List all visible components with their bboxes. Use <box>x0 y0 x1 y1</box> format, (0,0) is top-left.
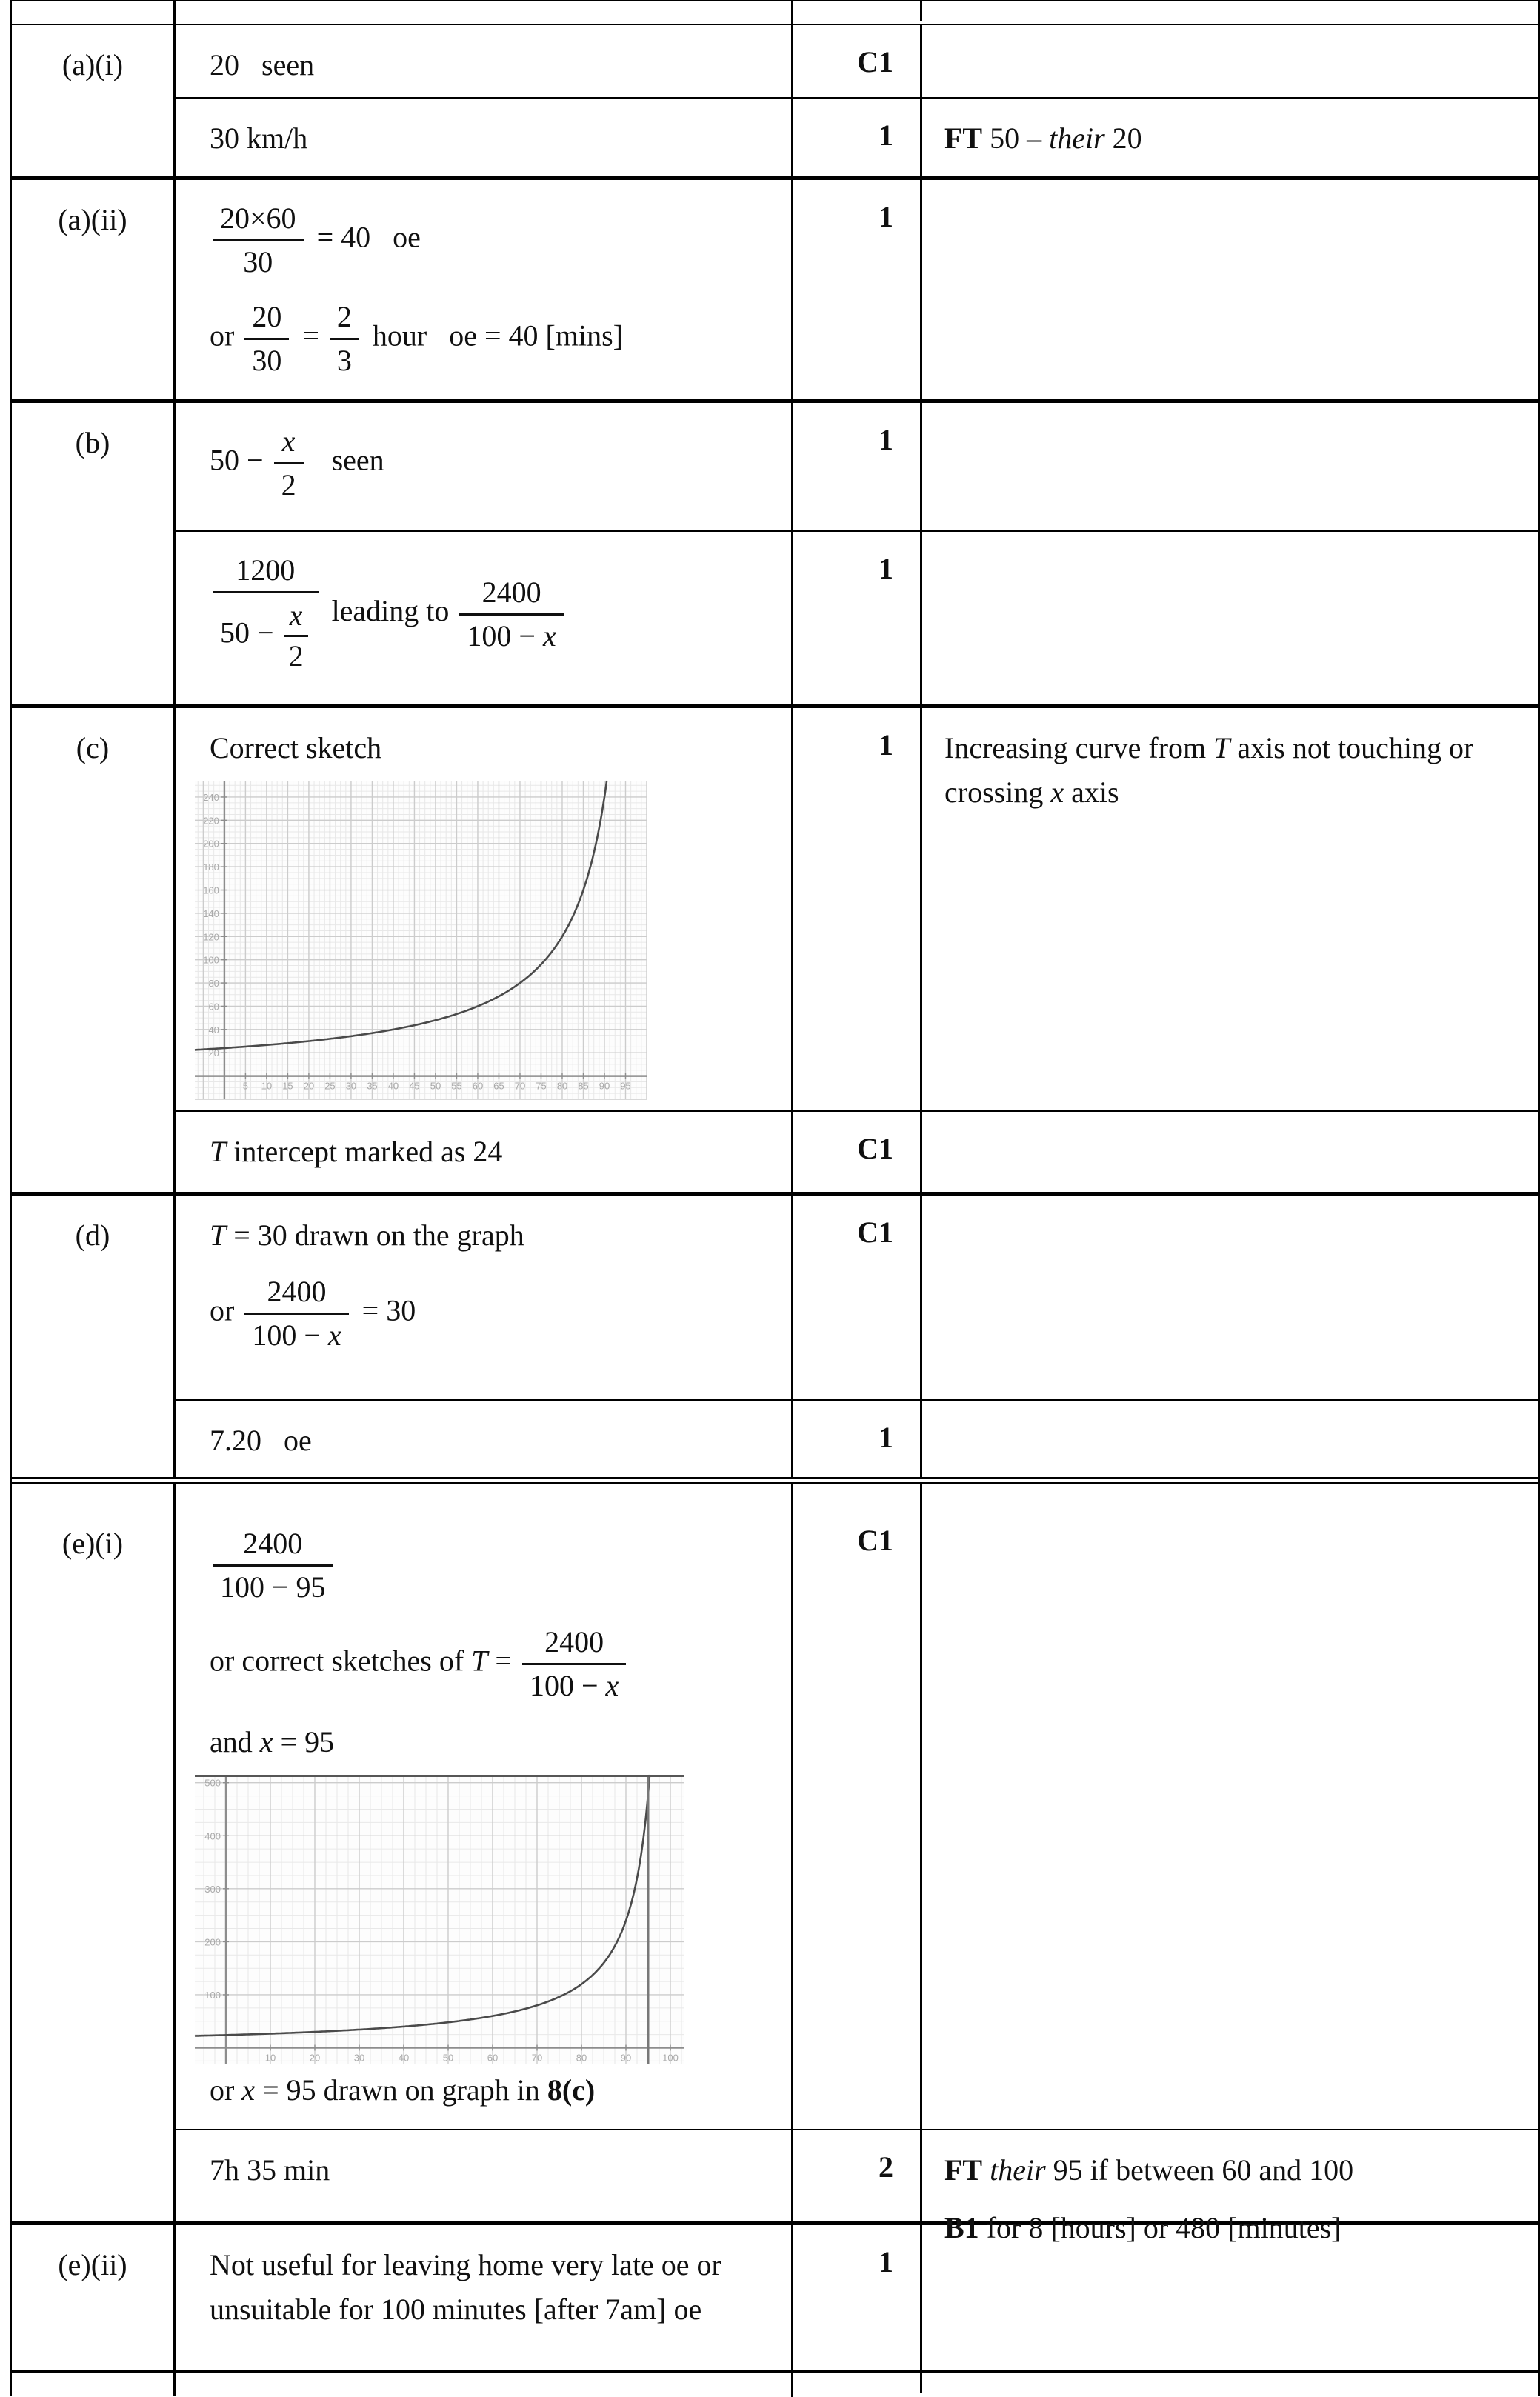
content-line <box>944 116 1520 161</box>
fraction-numerator <box>284 598 308 637</box>
answer-cell <box>176 180 793 399</box>
part-label: (c) <box>12 708 176 1192</box>
italic-text: x <box>327 1318 341 1352</box>
part-label: (a)(i) <box>12 25 176 176</box>
fraction-denominator <box>213 1567 333 1605</box>
axis-tick-label: 140 <box>203 907 219 919</box>
guidance-cell <box>922 403 1538 530</box>
answer-cell <box>176 403 793 530</box>
fraction-denominator <box>522 1665 626 1704</box>
content-line <box>210 1720 778 1764</box>
guidance-cell <box>922 1401 1538 1477</box>
row-d-1 <box>176 1196 1538 1399</box>
guidance-cell <box>922 1484 1538 2129</box>
guidance-cell <box>922 180 1538 399</box>
fraction-denominator <box>330 340 359 379</box>
text: 7h 35 min <box>210 2153 330 2187</box>
text: 100 − 95 <box>220 1570 326 1604</box>
bold-text: FT <box>944 2153 983 2187</box>
axis-tick-label: 50 <box>442 2052 454 2064</box>
italic-text: x <box>605 1669 619 1702</box>
text: axis <box>1064 776 1119 809</box>
text: 20 seen <box>210 48 315 81</box>
content-line <box>210 1621 778 1707</box>
italic-text: x <box>289 599 303 632</box>
axis-tick-label: 500 <box>204 1777 221 1789</box>
mark-scheme-table <box>10 0 1540 2396</box>
italic-text: x <box>241 2073 256 2107</box>
axis-tick-label: 220 <box>203 815 219 827</box>
guidance-cell <box>922 532 1538 704</box>
italic-text: T <box>1213 731 1230 764</box>
axis-tick-label: 100 <box>203 954 219 966</box>
row-a-ii <box>176 180 1538 399</box>
axis-tick-label: 20 <box>303 1080 315 1092</box>
marks-cell: 2 <box>793 2130 922 2221</box>
text: 7.20 oe <box>210 1424 312 1457</box>
italic-text: x <box>1050 776 1064 809</box>
fraction-denominator <box>244 340 289 379</box>
fraction-numerator <box>330 299 359 340</box>
axis-tick-label: 25 <box>324 1080 336 1092</box>
axis-tick-label: 15 <box>282 1080 293 1092</box>
text: 2 <box>336 300 352 333</box>
answer-cell <box>176 1401 793 1477</box>
fraction <box>284 598 308 674</box>
guidance-cell <box>922 2225 1538 2370</box>
axis-tick-label: 100 <box>204 1989 221 2001</box>
marks-cell: 1 <box>793 708 922 1110</box>
answer-text <box>210 1523 778 1764</box>
content-line <box>210 1213 778 1258</box>
italic-text: their <box>990 2153 1046 2187</box>
fraction-numerator <box>213 1526 333 1567</box>
part-label: (e)(i) <box>12 1484 176 2221</box>
content-line <box>210 726 778 770</box>
content-line <box>944 726 1520 815</box>
italic-text: x <box>259 1725 273 1758</box>
section-e-ii <box>12 2221 1538 2370</box>
axis-tick-label: 240 <box>203 791 219 803</box>
italic-text: T <box>210 1218 227 1252</box>
text: 1200 <box>236 553 296 587</box>
text: = 95 drawn on graph in <box>255 2073 547 2107</box>
section-c <box>12 704 1538 1192</box>
answer-cell-empty <box>176 1 793 25</box>
section-a-i <box>12 24 1538 176</box>
answer-cell <box>176 532 793 704</box>
answer-cell <box>176 1112 793 1192</box>
text: 50 − <box>220 616 281 650</box>
text: = 30 <box>354 1293 416 1327</box>
fraction <box>213 201 304 280</box>
axis-tick-label: 35 <box>367 1080 378 1092</box>
text: 2400 <box>267 1275 327 1308</box>
axis-tick-label: 60 <box>208 1001 219 1013</box>
answer-text <box>210 726 778 770</box>
guidance-cell <box>922 99 1538 176</box>
row-c-1 <box>176 708 1538 1110</box>
text: 2400 <box>243 1527 303 1560</box>
answer-cell <box>176 2130 793 2221</box>
axis-tick-label: 20 <box>208 1047 219 1059</box>
axis-tick-label: 120 <box>203 931 219 943</box>
fraction-numerator <box>213 553 319 593</box>
marks-cell: 1 <box>793 1401 922 1477</box>
axis-tick-label: 95 <box>620 1080 631 1092</box>
fraction <box>274 424 304 503</box>
section-d <box>12 1192 1538 1477</box>
axis-tick-label: 200 <box>203 838 219 850</box>
text: 100 − <box>529 1669 606 1702</box>
axis-tick-label: 70 <box>514 1080 526 1092</box>
italic-text: T <box>471 1644 488 1678</box>
text: and <box>210 1725 260 1758</box>
section-a-ii <box>12 176 1538 399</box>
guidance-cell-empty <box>922 1 1538 25</box>
content-line <box>210 2068 778 2113</box>
guidance-cell-empty <box>922 2373 1538 2397</box>
marks-cell: 1 <box>793 403 922 530</box>
axis-tick-label: 200 <box>204 1936 221 1948</box>
answer-cell <box>176 1484 793 2129</box>
axis-tick-label: 70 <box>531 2052 543 2064</box>
text <box>982 2153 990 2187</box>
marks-cell: 1 <box>793 180 922 399</box>
text: or correct sketches of <box>210 1644 472 1678</box>
section-e-i <box>12 1477 1538 2244</box>
text: = <box>487 1644 519 1678</box>
axis-tick-label: 300 <box>204 1883 221 1895</box>
fraction-numerator <box>244 299 289 340</box>
axis-tick-label: 65 <box>493 1080 504 1092</box>
answer-cell-empty <box>176 2373 793 2397</box>
content-line <box>210 2243 778 2332</box>
italic-text: x <box>281 424 296 458</box>
axis-tick-label: 60 <box>472 1080 484 1092</box>
row-d-2 <box>176 1399 1538 1477</box>
answer-cell <box>176 708 793 1110</box>
fraction-denominator <box>213 241 304 280</box>
fraction <box>330 299 359 379</box>
text: 3 <box>336 344 352 377</box>
text: 20 <box>1104 121 1142 155</box>
axis-tick-label: 55 <box>451 1080 462 1092</box>
text: 20 <box>252 300 282 333</box>
fraction-numerator <box>244 1274 348 1315</box>
row-b-2 <box>176 530 1538 704</box>
part-cell-empty <box>12 1 176 24</box>
text: or <box>210 319 242 353</box>
text: 100 − <box>252 1318 328 1352</box>
content-line <box>210 1523 778 1608</box>
marks-cell: C1 <box>793 25 922 97</box>
axis-tick-label: 80 <box>576 2052 587 2064</box>
axis-tick-label: 50 <box>430 1080 441 1092</box>
part-cell-empty <box>12 2373 176 2396</box>
axis-tick-label: 400 <box>204 1830 221 1842</box>
axis-tick-label: 90 <box>599 1080 610 1092</box>
axis-tick-label: 30 <box>353 2052 365 2064</box>
content-line <box>210 550 778 679</box>
fraction <box>213 553 319 676</box>
fraction-numerator <box>213 201 304 241</box>
marks-cell: 1 <box>793 99 922 176</box>
text: Not useful for leaving home very late oe or unsuitable for 100 minutes [after 7am] oe <box>210 2248 721 2326</box>
fraction-denominator <box>459 616 563 654</box>
fraction-denominator <box>274 464 304 503</box>
sketch-graph-ei <box>195 1775 684 2064</box>
content-line <box>210 43 778 87</box>
content-line <box>210 296 778 381</box>
row-c-2 <box>176 1110 1538 1192</box>
row-e-i-2 <box>176 2129 1538 2244</box>
text: seen <box>309 443 384 477</box>
part-label: (b) <box>12 403 176 704</box>
axis-tick-label: 40 <box>387 1080 399 1092</box>
italic-text: x <box>542 619 556 653</box>
answer-cell <box>176 25 793 97</box>
bold-text: B1 <box>944 2211 979 2244</box>
row-e-i-1 <box>176 1484 1538 2129</box>
part-label: (e)(ii) <box>12 2225 176 2370</box>
row-a-i-2 <box>176 97 1538 176</box>
fraction-numerator <box>522 1624 626 1665</box>
text: Correct sketch <box>210 731 382 764</box>
content-line <box>210 1271 778 1356</box>
italic-text: their <box>1049 121 1105 155</box>
curve-T-equals-2400-over-100-minus-x <box>195 781 607 1050</box>
axis-tick-label: 180 <box>203 861 219 873</box>
fraction <box>213 1526 333 1605</box>
text: = 40 oe <box>309 220 421 254</box>
text: 2 <box>281 468 296 501</box>
marks-cell-empty <box>793 1 922 21</box>
marks-cell-empty <box>793 2373 922 2393</box>
text: 100 − <box>467 619 543 653</box>
axis-tick-label: 40 <box>208 1024 219 1036</box>
part-label: (d) <box>12 1196 176 1477</box>
text: 2 <box>288 639 304 673</box>
fraction-denominator <box>284 637 308 674</box>
text: 50 – <box>982 121 1050 155</box>
text: for 8 [hours] or 480 [minutes] <box>979 2211 1341 2244</box>
text: = 30 drawn on the graph <box>226 1218 524 1252</box>
axis-tick-label: 40 <box>398 2052 410 2064</box>
answer-cell <box>176 99 793 176</box>
text: 95 if between 60 and 100 <box>1045 2153 1354 2187</box>
row-e-ii <box>176 2225 1538 2370</box>
text: or <box>210 2073 242 2107</box>
fraction-denominator <box>244 1315 348 1353</box>
text: 30 <box>252 344 282 377</box>
content-line <box>210 1130 778 1174</box>
guidance-cell <box>922 1196 1538 1399</box>
sketch-graph-c-wrap <box>195 781 778 1099</box>
marks-cell: C1 <box>793 1112 922 1192</box>
text: Increasing curve from <box>944 731 1214 764</box>
axis-tick-label: 100 <box>662 2052 679 2064</box>
content-line <box>210 116 778 161</box>
axis-tick-label: 10 <box>264 2052 276 2064</box>
axis-tick-label: 45 <box>409 1080 420 1092</box>
text: 20×60 <box>220 201 296 235</box>
fraction <box>244 299 289 379</box>
content-line <box>210 421 778 506</box>
guidance-cell <box>922 708 1538 1110</box>
fraction-numerator <box>274 424 304 464</box>
axis-tick-label: 20 <box>309 2052 321 2064</box>
marks-cell: C1 <box>793 1484 922 2129</box>
marks-cell: 1 <box>793 532 922 704</box>
content-line <box>210 2148 778 2193</box>
fraction <box>522 1624 626 1704</box>
text: 2400 <box>544 1625 604 1658</box>
section-bottom-sliver <box>12 2370 1538 2396</box>
fraction <box>244 1274 348 1353</box>
text: axis not touching or crossing <box>944 731 1474 809</box>
text: leading to <box>324 594 457 628</box>
italic-text: T <box>210 1135 227 1168</box>
text: = <box>295 319 327 353</box>
axis-tick-label: 5 <box>242 1080 249 1092</box>
guidance-cell <box>922 1112 1538 1192</box>
guidance-cell <box>922 2130 1538 2244</box>
bold-text: FT <box>944 121 983 155</box>
row-b-1 <box>176 403 1538 530</box>
bold-text: 8(c) <box>547 2073 596 2107</box>
marks-cell: C1 <box>793 1196 922 1399</box>
content-line <box>210 1418 778 1463</box>
fraction-numerator <box>459 575 563 616</box>
axis-tick-label: 90 <box>620 2052 632 2064</box>
sketch-graph-ei-wrap <box>195 1775 778 2064</box>
axis-tick-label: 10 <box>261 1080 273 1092</box>
text: 2400 <box>481 575 541 609</box>
axis-tick-label: 160 <box>203 884 219 896</box>
axis-tick-label: 75 <box>536 1080 547 1092</box>
text: 50 − <box>210 443 271 477</box>
marks-cell: 1 <box>793 2225 922 2370</box>
text: 30 <box>243 245 273 279</box>
text: = 95 <box>273 1725 335 1758</box>
part-label: (a)(ii) <box>12 180 176 399</box>
text: or <box>210 1293 242 1327</box>
section-b <box>12 399 1538 704</box>
content-line <box>210 198 778 283</box>
fraction-denominator <box>213 593 319 676</box>
axis-tick-label: 85 <box>578 1080 589 1092</box>
section-top-sliver <box>12 1 1538 24</box>
axis-tick-label: 80 <box>556 1080 568 1092</box>
axis-tick-label: 60 <box>487 2052 499 2064</box>
text: hour oe = 40 [mins] <box>364 319 623 353</box>
axis-tick-label: 30 <box>345 1080 357 1092</box>
text: 30 km/h <box>210 121 308 155</box>
row-a-i-1 <box>176 25 1538 97</box>
answer-cell <box>176 2225 793 2370</box>
axis-tick-label: 80 <box>208 978 219 990</box>
text: intercept marked as 24 <box>226 1135 503 1168</box>
sketch-graph-c <box>195 781 647 1099</box>
answer-cell <box>176 1196 793 1399</box>
guidance-cell <box>922 25 1538 97</box>
fraction <box>459 575 563 654</box>
content-line <box>944 2148 1520 2193</box>
answer-text <box>210 2068 778 2113</box>
